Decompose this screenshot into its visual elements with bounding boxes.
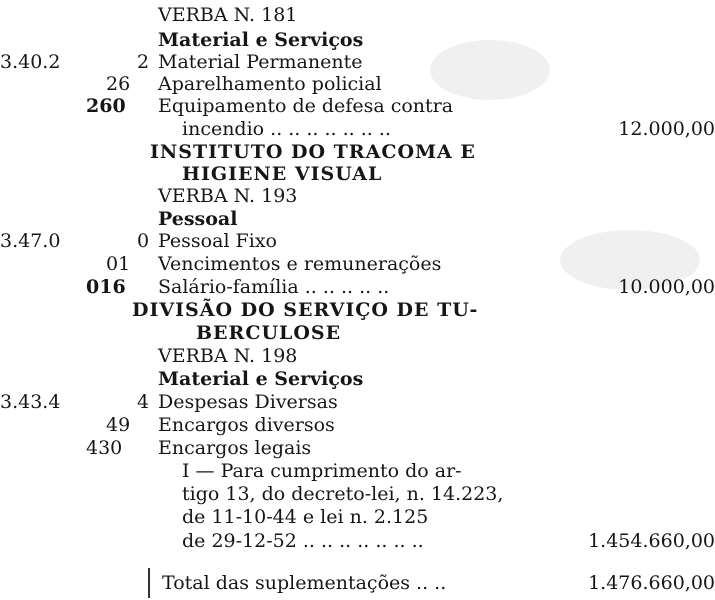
code-4: 4 [137, 391, 150, 413]
paragraph-line1: I — Para cumprimento do ar- [182, 460, 462, 482]
code-430: 430 [86, 437, 123, 459]
code-3-43-4: 3.43.4 [0, 391, 61, 413]
aparelhamento-policial-label: Aparelhamento policial [158, 73, 382, 95]
material-servicos-heading-2: Material e Serviços [158, 368, 364, 390]
encargos-legais-label: Encargos legais [158, 437, 312, 459]
code-3-47-0: 3.47.0 [0, 230, 61, 252]
code-2: 2 [137, 51, 150, 73]
code-260: 260 [86, 95, 126, 117]
paragraph-line2: tigo 13, do decreto-lei, n. 14.223, [182, 483, 504, 505]
vencimentos-label: Vencimentos e remunerações [158, 253, 442, 275]
instituto-title-line2: HIGIENE VISUAL [182, 163, 383, 185]
amount-salario-familia: 10.000,00 [618, 276, 715, 298]
code-3-40-2: 3.40.2 [0, 51, 61, 73]
scan-smudge [430, 40, 550, 100]
despesas-diversas-label: Despesas Diversas [158, 391, 338, 413]
salario-familia-label: Salário-família .. .. .. .. .. [158, 276, 390, 298]
paragraph-line4: de 29-12-52 .. .. .. .. .. .. .. [182, 530, 424, 552]
divisao-title-line1: DIVISÃO DO SERVIÇO DE TU- [132, 299, 479, 321]
paragraph-line3: de 11-10-44 e lei n. 2.125 [182, 506, 429, 528]
encargos-diversos-label: Encargos diversos [158, 414, 335, 436]
material-permanente-label: Material Permanente [158, 51, 363, 73]
code-49: 49 [106, 414, 131, 436]
equipamento-line1: Equipamento de defesa contra [158, 95, 454, 117]
verba-198-heading: VERBA N. 198 [158, 345, 298, 367]
total-rule [148, 568, 150, 598]
pessoal-fixo-label: Pessoal Fixo [158, 230, 277, 252]
code-26: 26 [106, 73, 131, 95]
verba-193-heading: VERBA N. 193 [158, 185, 298, 207]
amount-encargos: 1.454.660,00 [588, 530, 715, 552]
divisao-title-line2: BERCULOSE [196, 322, 342, 344]
amount-equipamento: 12.000,00 [618, 118, 715, 140]
pessoal-heading: Pessoal [158, 208, 238, 230]
total-label: Total das suplementações .. .. [162, 572, 447, 594]
verba-181-heading: VERBA N. 181 [158, 4, 298, 26]
amount-total: 1.476.660,00 [588, 572, 715, 594]
material-servicos-heading: Material e Serviços [158, 29, 364, 51]
code-0: 0 [137, 230, 150, 252]
instituto-title-line1: INSTITUTO DO TRACOMA E [150, 141, 476, 163]
equipamento-line2: incendio .. .. .. .. .. .. .. [182, 118, 391, 140]
code-01: 01 [106, 253, 131, 275]
code-016: 016 [86, 276, 126, 298]
